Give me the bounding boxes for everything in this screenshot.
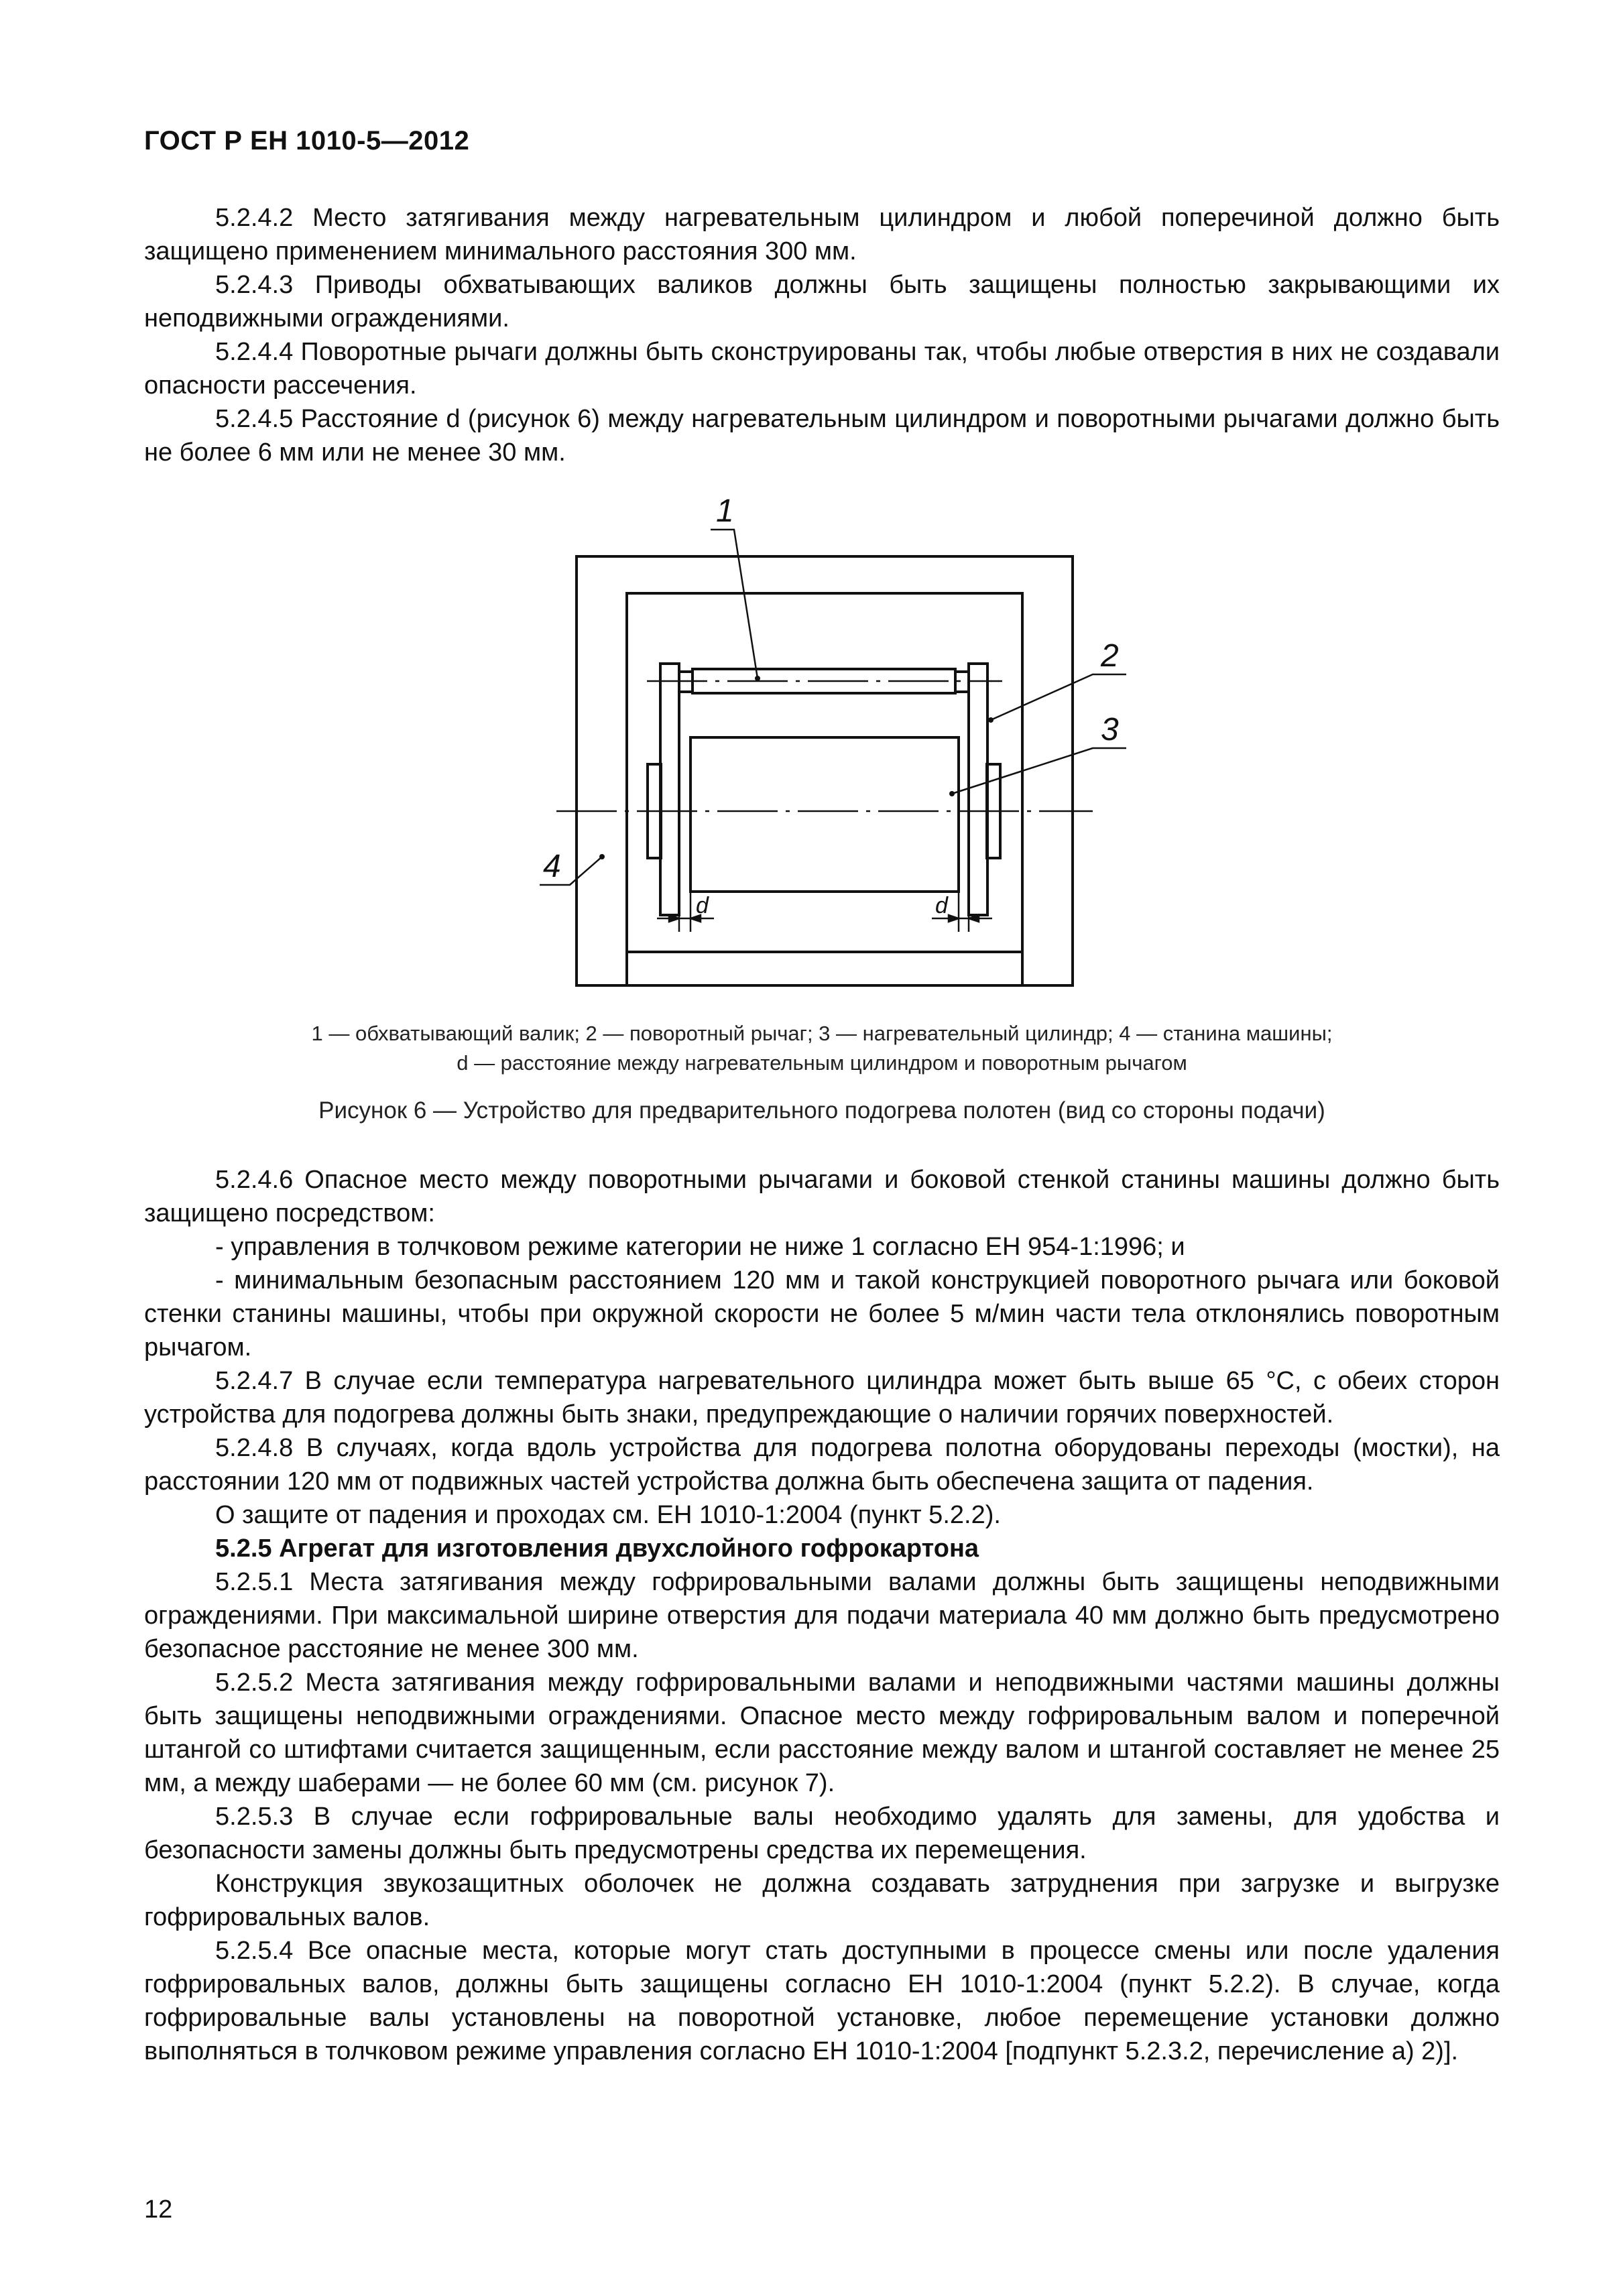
paragraph-5-2-5-3: 5.2.5.3 В случае если гофрировальные валы необходимо удалять для замены, для удобства и безопасности замены должны быть предусмотрены средства их перемещения. (144, 1803, 1500, 1864)
paragraph-5-2-4-8: 5.2.4.8 В случаях, когда вдоль устройства для подогрева полотна оборудованы переходы (мостки), на расстоянии 120 мм от подвижных частей устройства должна быть обеспечена защита от падения. (144, 1434, 1500, 1496)
paragraph-fall-protection-ref: О защите от падения и проходах см. ЕН 1010-1:2004 (пункт 5.2.2). (215, 1501, 1001, 1529)
label-d-left: d (696, 893, 709, 918)
paragraph-5-2-5-1: 5.2.5.1 Места затягивания между гофрировальными валами должны быть защищены неподвижными ограждениями. При максимальной ширине отверстия для подачи материала 40 мм должно быть предусмотрено безопасное расстояние не менее 300 мм. (144, 1568, 1500, 1663)
document-header: ГОСТ Р ЕН 1010-5—2012 (144, 126, 470, 156)
leader-dot-3 (949, 791, 955, 796)
paragraph-5-2-4-5: 5.2.4.5 Расстояние d (рисунок 6) между нагревательным цилиндром и поворотными рычагами должно быть не более 6 мм или не менее 30 мм. (144, 405, 1500, 467)
heating-cylinder (690, 737, 959, 892)
section-bottom-text (144, 1163, 1500, 2068)
figure-legend (144, 1019, 1500, 1078)
machine-frame-outer (577, 556, 1073, 985)
paragraph-5-2-4-6: 5.2.4.6 Опасное место между поворотными рычагами и боковой стенкой станины машины должно быть защищено посредством: (144, 1166, 1500, 1227)
label-4: 4 (543, 849, 561, 884)
paragraph-5-2-4-7: 5.2.4.7 В случае если температура нагревательного цилиндра может быть выше 65 °С, с обеих сторон устройства для подогрева должны быть знаки, предупреждающие о наличии горячих поверхностей. (144, 1367, 1500, 1429)
figure-6-diagram (543, 493, 1126, 1026)
leader-1 (711, 530, 758, 678)
paragraph-5-2-4-3: 5.2.4.3 Приводы обхватывающих валиков должны быть защищены полностью закрывающими их неподвижными ограждениями. (144, 271, 1500, 333)
list-item-jog-mode: - управления в толчковом режиме категории не ниже 1 согласно ЕН 954-1:1996; и (215, 1233, 1185, 1261)
paragraph-5-2-4-2: 5.2.4.2 Место затягивания между нагревательным цилиндром и любой поперечиной должно быть защищено применением минимального расстояния 300 мм. (144, 204, 1500, 265)
paragraph-5-2-5-2: 5.2.5.2 Места затягивания между гофрировальными валами и неподвижными частями машины должны быть защищены неподвижными ограждениями. Опасное место между гофрировальным валом и поперечной штангой со штифтами считается защищенным, если расстояние между валом и штангой составляет не менее 25 мм, а между шаберами — не более 60 мм (см. рисунок 7). (144, 1669, 1500, 1797)
legend-line-2: d — расстояние между нагревательным цилиндром и поворотным рычагом (457, 1051, 1187, 1075)
label-3: 3 (1101, 712, 1119, 747)
leader-dot-1 (755, 676, 760, 681)
dim-arrow-right-a (949, 915, 959, 922)
section-top-text (144, 201, 1500, 469)
paragraph-noise-enclosures: Конструкция звукозащитных оболочек не должна создавать затруднения при загрузке и выгрузке гофрировальных валов. (144, 1870, 1500, 1931)
lever-right (969, 664, 987, 915)
section-heading-5-2-5: 5.2.5 Агрегат для изготовления двухслойного гофрокартона (215, 1534, 979, 1563)
leader-dot-4 (599, 854, 605, 859)
label-1: 1 (716, 493, 734, 529)
leader-3 (952, 748, 1126, 794)
lever-left (660, 664, 679, 915)
label-d-right: d (935, 893, 948, 918)
paragraph-5-2-4-4: 5.2.4.4 Поворотные рычаги должны быть сконструированы так, чтобы любые отверстия в них не создавали опасности рассечения. (144, 338, 1500, 400)
legend-line-1: 1 — обхватывающий валик; 2 — поворотный рычаг; 3 — нагревательный цилиндр; 4 — станина машины; (311, 1022, 1333, 1045)
figure-caption: Рисунок 6 — Устройство для предварительного подогрева полотен (вид со стороны подачи) (318, 1097, 1325, 1124)
paragraph-5-2-5-4: 5.2.5.4 Все опасные места, которые могут стать доступными в процессе смены или после удаления гофрировальных валов, должны быть защищены согласно ЕН 1010-1:2004 (пункт 5.2.2). В случае, когда гофрировальные валы установлены на поворотной установке, любое перемещение установки должно выполняться в толчковом режиме управления согласно ЕН 1010-1:2004 [подпункт 5.2.3.2, перечисление а) 2)]. (144, 1937, 1500, 2065)
page-number: 12 (144, 2195, 173, 2224)
leader-dot-2 (988, 717, 994, 723)
label-2: 2 (1101, 638, 1119, 674)
list-item-safe-distance: - минимальным безопасным расстоянием 120 мм и такой конструкцией поворотного рычага или боковой стенки станины машины, чтобы при окружной скорости не более 5 м/мин части тела отклонялись поворотным рычагом. (144, 1266, 1500, 1362)
